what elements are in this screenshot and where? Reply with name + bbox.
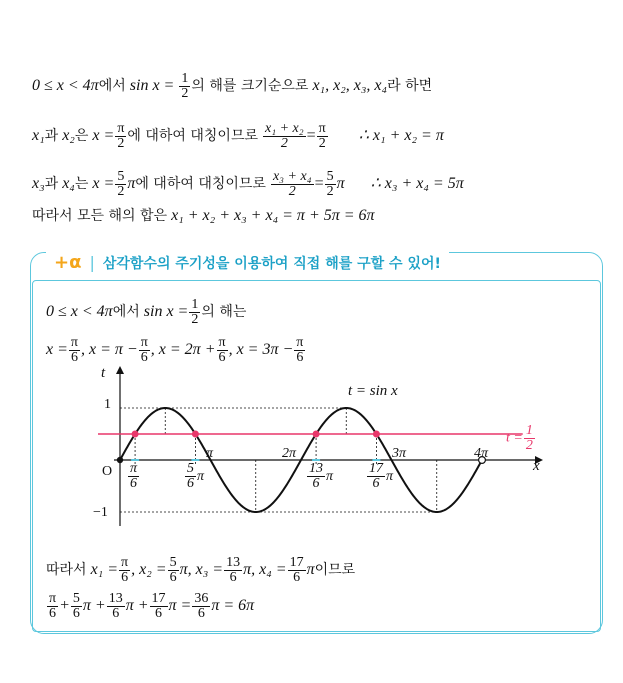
- y-tick-neg1: −1: [93, 505, 108, 520]
- x-tick-pi: π: [206, 446, 214, 461]
- box-header: +α | 삼각함수의 주기성을 이용하여 직접 해를 구할 수 있어!: [46, 252, 449, 274]
- sol-2-label: $\frac{5}{6}$ π: [187, 461, 205, 491]
- line-1: [32, 72, 432, 101]
- line-3: x₃과 x₄는 x = $\frac{5}{2}$ π에 대하여 대칭이므로 $\frac{\text{x₃ + x₄}}{2}$ = $\frac{5}{2}$ π ∴ x₃ + x₄ = 5π: [32, 169, 464, 199]
- curve-label: t = sin x: [348, 383, 398, 399]
- intersection-dot-1: [192, 431, 199, 438]
- sol-4-label: $\frac{17}{6}$ π: [369, 461, 394, 491]
- plus-alpha-icon: +α: [54, 252, 82, 273]
- conclusion: ∴ x₁ + x₂ = π: [358, 127, 444, 145]
- fraction-half: $\frac{1}{2}$: [181, 71, 189, 101]
- t-axis-label: t: [101, 365, 106, 381]
- line-2: x₁과 x₂은 x = $\frac{\pi}{2}$ 에 대하여 대칭이므로 $\frac{\text{x₁ + x₂}}{2}$ = $\frac{\pi}{2}$ ∴ x₁ + x₂ = π: [32, 121, 444, 151]
- sol-1-label: $\frac{\pi}{6}$: [130, 461, 138, 491]
- t-axis-arrow: [116, 366, 124, 374]
- sol-3-label: $\frac{13}{6}$ π: [309, 461, 334, 491]
- x-tick-3pi: 3π: [392, 446, 407, 461]
- origin-dot: [117, 457, 123, 463]
- text-eseo: 에서: [98, 78, 126, 95]
- y-tick-1: 1: [104, 397, 111, 412]
- vars: x₁, x₂, x₃, x₄: [312, 77, 388, 95]
- conclusion: ∴ x₃ + x₄ = 5π: [370, 175, 464, 193]
- intersection-dot-2: [313, 431, 320, 438]
- box-title: 삼각함수의 주기성을 이용하여 직접 해를 구할 수 있어!: [102, 256, 441, 272]
- fraction: $\frac{\pi}{2}$: [117, 121, 125, 151]
- box-line-2: x = $\frac{\pi}{6}$ , x = π − $\frac{\pi}{6}$ , x = 2π + $\frac{\pi}{6}$ , x = 3π − $\frac{\pi}{6}$: [46, 335, 304, 365]
- box-line-4: $\frac{\pi}{6}$ + $\frac{5}{6}$ π + $\frac{13}{6}$ π + $\frac{17}{6}$ π = $\frac{36}{6}$ π = 6π: [49, 591, 255, 621]
- fraction: $\frac{\pi}{2}$: [318, 121, 326, 151]
- x-axis-label: x: [533, 458, 540, 474]
- sum-expression: x₁ + x₂ + x₃ + x₄ = π + 5π = 6π: [171, 207, 375, 224]
- inequality: 0 ≤ x < 4π: [32, 77, 99, 95]
- line-label: t = $\frac{1}{2}$: [506, 423, 533, 453]
- sum-fraction: $\frac{\text{x₁ + x₂}}{2}$: [265, 121, 304, 151]
- text-end: 라 하면: [387, 78, 433, 95]
- box-line-3: 따라서 x₁ = $\frac{\pi}{6}$ , x₂ = $\frac{5}{6}$ π, x₃ = $\frac{13}{6}$ π, x₄ = $\frac{17}{6}$ π이므로: [46, 555, 356, 585]
- intersection-dot-0: [132, 431, 139, 438]
- x-tick-4pi: 4π: [474, 446, 489, 461]
- line-4: 따라서 모든 해의 합은 x₁ + x₂ + x₃ + x₄ = π + 5π = 6π: [32, 207, 375, 224]
- equation: sin x =: [129, 77, 175, 95]
- box-line-1: 0 ≤ x < 4π에서 sin x = $\frac{1}{2}$ 의 해는: [46, 297, 247, 327]
- x-tick-2pi: 2π: [282, 446, 297, 461]
- intersection-dot-3: [373, 431, 380, 438]
- text-order: 의 해를 크기순으로: [191, 78, 309, 95]
- origin-label: O: [102, 464, 113, 479]
